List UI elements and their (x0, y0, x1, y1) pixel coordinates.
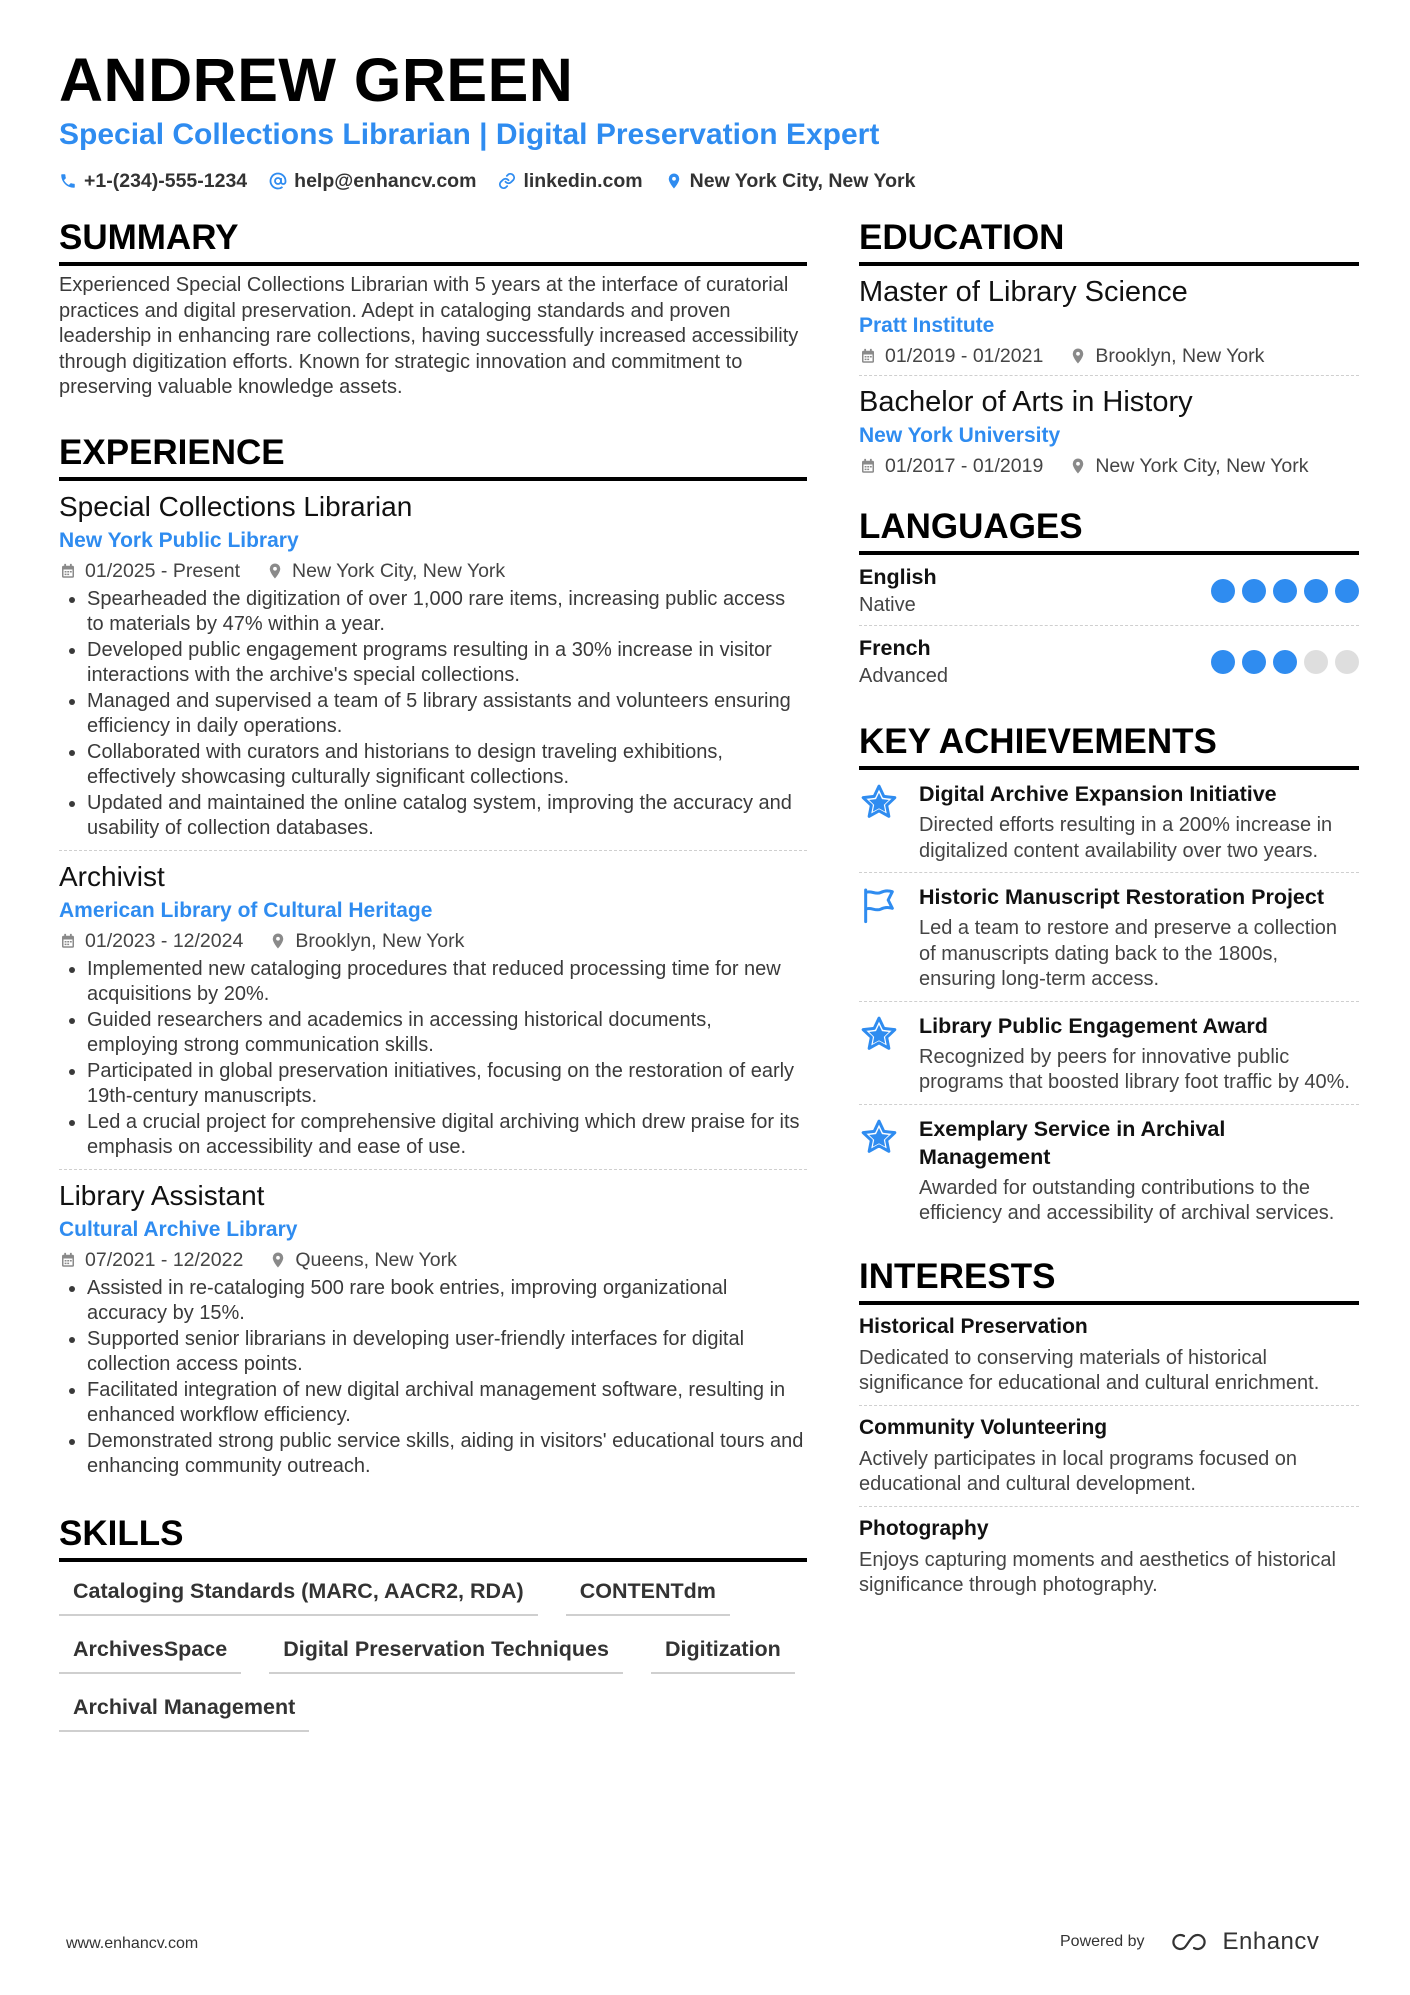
job-dates: 01/2025 - Present (85, 559, 241, 582)
rating-dot-filled (1304, 579, 1328, 603)
language-name: English (859, 565, 937, 589)
star-icon (859, 782, 899, 822)
job-role: Library Assistant (59, 1179, 265, 1211)
powered-by-label: Powered by (1060, 1933, 1145, 1950)
footer-website[interactable]: www.enhancv.com (66, 1935, 199, 1952)
achievement-item (859, 1105, 1359, 1235)
left-column (59, 214, 807, 1732)
job-bullet: • Supported senior librarians in developing user-friendly interfaces for digital collection access points. (87, 1327, 807, 1378)
achievement-desc: Recognized by peers for innovative public programs that boosted library foot traffic by 40%. (919, 1045, 1350, 1093)
footer-branding (1060, 1928, 1319, 1956)
language-rating (1211, 650, 1359, 674)
job-meta (59, 1247, 807, 1273)
brand-name: Enhancv (1222, 1928, 1320, 1955)
summary-heading: SUMMARY (59, 214, 807, 266)
rating-dot-filled (1211, 650, 1235, 674)
education-heading: EDUCATION (859, 214, 1359, 266)
skill-tag: ArchivesSpace (59, 1634, 241, 1674)
experience-item (59, 1170, 807, 1488)
job-organization[interactable]: American Library of Cultural Heritage (59, 898, 433, 922)
interest-title: Historical Preservation (859, 1314, 1088, 1338)
skills-list (59, 1576, 807, 1732)
education-dates: 01/2017 - 01/2019 (885, 455, 1044, 477)
enhancv-logo-icon (1169, 1931, 1213, 1953)
summary-section (59, 214, 807, 401)
contact-linkedin[interactable] (498, 168, 642, 194)
brand-logo[interactable] (1169, 1928, 1320, 1956)
job-organization[interactable]: Cultural Archive Library (59, 1217, 298, 1241)
achievement-item (859, 770, 1359, 873)
contact-phone[interactable] (59, 168, 247, 194)
skill-tag: Cataloging Standards (MARC, AACR2, RDA) (59, 1576, 538, 1616)
rating-dot-empty (1304, 650, 1328, 674)
map-pin-icon (1069, 347, 1087, 365)
job-bullet: • Led a crucial project for comprehensive digital archiving which drew praise for its emphasis on accessibility and ease of use. (87, 1110, 807, 1161)
job-bullet: • Implemented new cataloging procedures that reduced processing time for new acquisitions by 20%. (87, 957, 807, 1008)
map-pin-icon (269, 932, 287, 950)
language-name: French (859, 636, 931, 660)
job-bullet: • Collaborated with curators and historians to design traveling exhibitions, effectively showcasing culturally significant collections. (87, 740, 807, 791)
achievement-title: Library Public Engagement Award (919, 1013, 1268, 1038)
languages-heading: LANGUAGES (859, 503, 1359, 555)
achievement-item (859, 1002, 1359, 1105)
summary-text: Experienced Special Collections Librarian with 5 years at the interface of curatorial practices and digital preservation. Adept in cataloging standards and proven leadership in enhancing rare collections, having successfully increased accessibility through digitization efforts. Known for strategic innovation and commitment to preserving valuable knowledge assets. (59, 274, 799, 398)
map-pin-icon (266, 562, 284, 580)
achievement-item (859, 873, 1359, 1002)
experience-heading: EXPERIENCE (59, 429, 807, 481)
achievement-desc: Led a team to restore and preserve a collection of manuscripts dating back to the 1800s, ensuring long-term access. (919, 917, 1338, 990)
experience-section (59, 429, 807, 1488)
right-column (859, 214, 1359, 1607)
link-icon (498, 172, 516, 190)
language-level: Native (859, 594, 916, 616)
email-text: help@enhancv.com (294, 170, 477, 192)
language-level: Advanced (859, 665, 948, 687)
contact-location (665, 168, 916, 194)
language-rating (1211, 579, 1359, 603)
job-bullet: • Facilitated integration of new digital archival management software, resulting in enhanced workflow efficiency. (87, 1378, 807, 1429)
job-bullets (59, 587, 807, 842)
degree-title: Bachelor of Arts in History (859, 386, 1193, 418)
education-section (859, 214, 1359, 485)
star-icon (859, 1014, 899, 1054)
job-bullet: • Developed public engagement programs resulting in a 30% increase in visitor interactions with the archive's special collections. (87, 638, 807, 689)
contact-email[interactable] (269, 168, 476, 194)
interest-desc: Actively participates in local programs focused on educational and cultural development. (859, 1447, 1297, 1495)
map-pin-icon (1069, 457, 1087, 475)
rating-dot-empty (1335, 650, 1359, 674)
skills-heading: SKILLS (59, 1510, 807, 1562)
interest-title: Photography (859, 1516, 989, 1540)
job-location: Queens, New York (295, 1248, 457, 1271)
job-bullets (59, 957, 807, 1161)
skill-tag: CONTENTdm (566, 1576, 730, 1616)
skill-tag: Digital Preservation Techniques (269, 1634, 623, 1674)
contact-bar (59, 168, 915, 194)
degree-title: Master of Library Science (859, 276, 1188, 308)
job-location: Brooklyn, New York (295, 929, 465, 952)
job-role: Special Collections Librarian (59, 490, 413, 522)
job-role: Archivist (59, 860, 165, 892)
calendar-icon (859, 347, 877, 365)
rating-dot-filled (1242, 579, 1266, 603)
job-bullet: • Assisted in re-cataloging 500 rare book entries, improving organizational accuracy by 15%. (87, 1276, 807, 1327)
experience-item (59, 851, 807, 1170)
star-icon (859, 1117, 899, 1157)
interests-heading: INTERESTS (859, 1253, 1359, 1305)
calendar-icon (59, 1251, 77, 1269)
achievement-title: Digital Archive Expansion Initiative (919, 782, 1277, 806)
linkedin-text: linkedin.com (523, 170, 643, 192)
job-bullets (59, 1276, 807, 1480)
education-location: New York City, New York (1095, 455, 1309, 477)
job-bullet: • Participated in global preservation initiatives, focusing on the restoration of early 19th-century manuscripts. (87, 1059, 807, 1110)
phone-icon (59, 172, 77, 190)
education-item (859, 266, 1359, 376)
rating-dot-filled (1211, 579, 1235, 603)
education-location: Brooklyn, New York (1095, 345, 1265, 367)
interest-title: Community Volunteering (859, 1415, 1108, 1439)
job-meta (59, 558, 807, 584)
at-icon (269, 172, 287, 190)
skill-tag: Digitization (651, 1634, 795, 1674)
job-bullet: • Spearheaded the digitization of over 1,000 rare items, increasing public access to materials by 47% within a year. (87, 587, 807, 638)
school-name[interactable]: New York University (859, 424, 1061, 447)
interest-desc: Dedicated to conserving materials of historical significance for educational and cultural enrichment. (859, 1346, 1320, 1394)
skills-section (59, 1510, 807, 1732)
education-meta (859, 343, 1359, 369)
flag-icon (859, 885, 899, 925)
job-bullet: • Managed and supervised a team of 5 library assistants and volunteers ensuring efficiency in daily operations. (87, 689, 807, 740)
job-bullet: • Demonstrated strong public service skills, aiding in visitors' educational tours and enhancing community outreach. (87, 1429, 807, 1480)
school-name[interactable]: Pratt Institute (859, 314, 995, 337)
education-item (859, 376, 1359, 485)
skill-tag: Archival Management (59, 1692, 309, 1732)
job-dates: 01/2023 - 12/2024 (85, 929, 244, 952)
job-organization[interactable]: New York Public Library (59, 528, 299, 552)
calendar-icon (59, 562, 77, 580)
language-item (859, 626, 1359, 696)
calendar-icon (59, 932, 77, 950)
interest-item (859, 1507, 1359, 1607)
achievement-desc: Awarded for outstanding contributions to the efficiency and accessibility of archival services. (919, 1176, 1335, 1224)
job-meta (59, 928, 807, 954)
job-bullet: • Updated and maintained the online catalog system, improving the accuracy and usability of collection databases. (87, 791, 807, 842)
education-meta (859, 453, 1359, 479)
job-dates: 07/2021 - 12/2022 (85, 1248, 244, 1271)
achievement-desc: Directed efforts resulting in a 200% increase in digitalized content availability over two years. (919, 814, 1333, 862)
achievement-title: Exemplary Service in Archival Management (919, 1116, 1226, 1169)
language-item (859, 555, 1359, 626)
interest-desc: Enjoys capturing moments and aesthetics of historical significance through photography. (859, 1548, 1336, 1596)
achievements-section (859, 718, 1359, 1235)
rating-dot-filled (1242, 650, 1266, 674)
calendar-icon (859, 457, 877, 475)
rating-dot-filled (1273, 579, 1297, 603)
candidate-title: Special Collections Librarian | Digital Preservation Expert (59, 118, 880, 151)
job-bullet: • Guided researchers and academics in accessing historical documents, employing strong communication skills. (87, 1008, 807, 1059)
achievement-title: Historic Manuscript Restoration Project (919, 885, 1324, 909)
map-pin-icon (269, 1251, 287, 1269)
interests-section (859, 1253, 1359, 1607)
phone-text: +1-(234)-555-1234 (84, 170, 248, 192)
interest-item (859, 1406, 1359, 1507)
education-dates: 01/2019 - 01/2021 (885, 345, 1044, 367)
candidate-name: ANDREW GREEN (59, 46, 574, 114)
languages-section (859, 503, 1359, 696)
location-text: New York City, New York (689, 170, 916, 192)
experience-item (59, 481, 807, 851)
achievements-heading: KEY ACHIEVEMENTS (859, 718, 1359, 770)
job-location: New York City, New York (292, 559, 506, 582)
rating-dot-filled (1335, 579, 1359, 603)
rating-dot-filled (1273, 650, 1297, 674)
interest-item (859, 1305, 1359, 1406)
map-pin-icon (665, 172, 683, 190)
